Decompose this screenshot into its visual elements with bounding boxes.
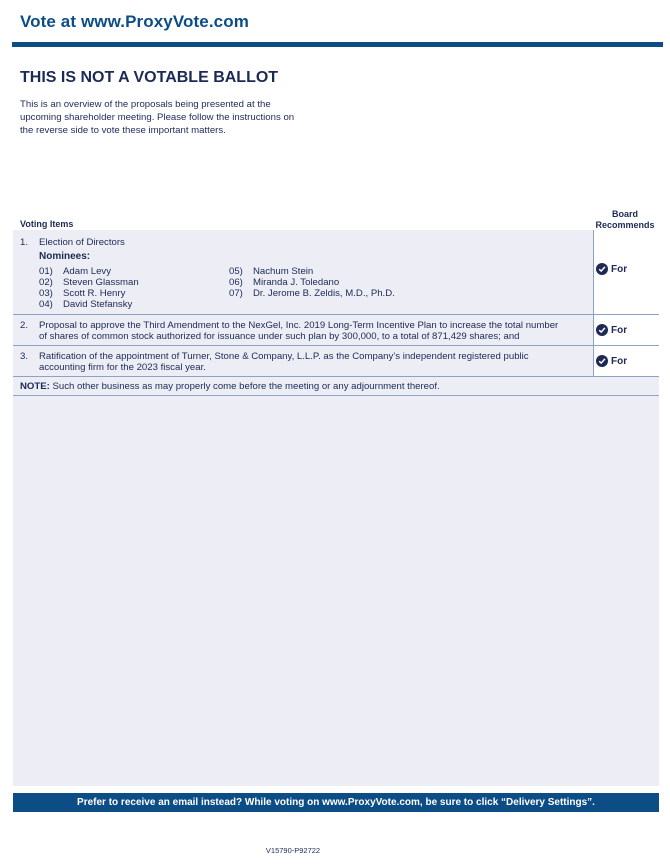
check-circle-icon	[596, 355, 608, 367]
item-text-line: accounting firm for the 2023 fiscal year.	[39, 362, 206, 373]
header-divider	[12, 42, 663, 47]
note-text	[20, 381, 440, 392]
recommendation-label: For	[611, 324, 628, 336]
nominee-item: 03) Scott R. Henry	[39, 288, 126, 299]
check-circle-icon	[596, 324, 608, 336]
job-code: V15790-P92722	[265, 846, 321, 855]
voting-item-row	[13, 230, 659, 315]
nominee-item: 04) David Stefansky	[39, 299, 133, 310]
header-title: Vote at www.ProxyVote.com	[20, 12, 249, 31]
nominee-item: 06) Miranda J. Toledano	[229, 277, 340, 288]
recommendation-label: For	[611, 263, 628, 275]
ballot-heading: THIS IS NOT A VOTABLE BALLOT	[20, 69, 279, 86]
item-text-line: of shares of common stock authorized for issuance under such plan by 300,000, to a total of 871,429 shares; and	[39, 331, 520, 342]
board-header-line: Board	[611, 209, 638, 219]
item-text-line: Proposal to approve the Third Amendment to the NexGel, Inc. 2019 Long-Term Incentive Plan to increase the total number	[39, 320, 559, 331]
voting-item-row	[13, 315, 659, 346]
voting-item-row	[13, 346, 659, 377]
item-number: 3.	[20, 351, 29, 362]
board-recommendation	[596, 355, 627, 367]
nominee-item: 02) Steven Glassman	[39, 277, 139, 288]
delivery-settings-banner: Prefer to receive an email instead? While voting on www.ProxyVote.com, be sure to click “Delivery Settings”.	[13, 793, 659, 812]
overview-text	[20, 98, 340, 137]
board-recommends-header	[593, 209, 657, 230]
board-recommendation	[596, 263, 627, 275]
board-header-line: Recommends	[595, 219, 655, 230]
item-number: 1.	[20, 237, 29, 248]
item-text-line: Ratification of the appointment of Turner, Stone & Company, L.L.P. as the Company’s independent registered public	[39, 351, 529, 362]
board-recommendation	[596, 324, 627, 336]
item-number: 2.	[20, 320, 29, 331]
nominee-item: 01) Adam Levy	[39, 266, 111, 277]
recommendation-label: For	[611, 355, 628, 367]
item-title: Election of Directors	[39, 237, 125, 248]
overview-line: the reverse side to vote these important matters.	[20, 125, 226, 136]
voting-items-panel	[13, 230, 659, 786]
overview-line: upcoming shareholder meeting. Please follow the instructions on	[20, 112, 295, 123]
nominee-item: 05) Nachum Stein	[229, 266, 314, 277]
voting-items-header: Voting Items	[20, 219, 74, 229]
check-circle-icon	[596, 263, 608, 275]
nominee-item: 07) Dr. Jerome B. Zeldis, M.D., Ph.D.	[229, 288, 395, 299]
note-body: Such other business as may properly come before the meeting or any adjournment thereof.	[49, 381, 440, 392]
note-label: NOTE:	[20, 381, 50, 392]
nominees-label: Nominees:	[39, 251, 91, 262]
overview-line: This is an overview of the proposals being presented at the	[20, 99, 271, 110]
note-row	[13, 377, 659, 396]
